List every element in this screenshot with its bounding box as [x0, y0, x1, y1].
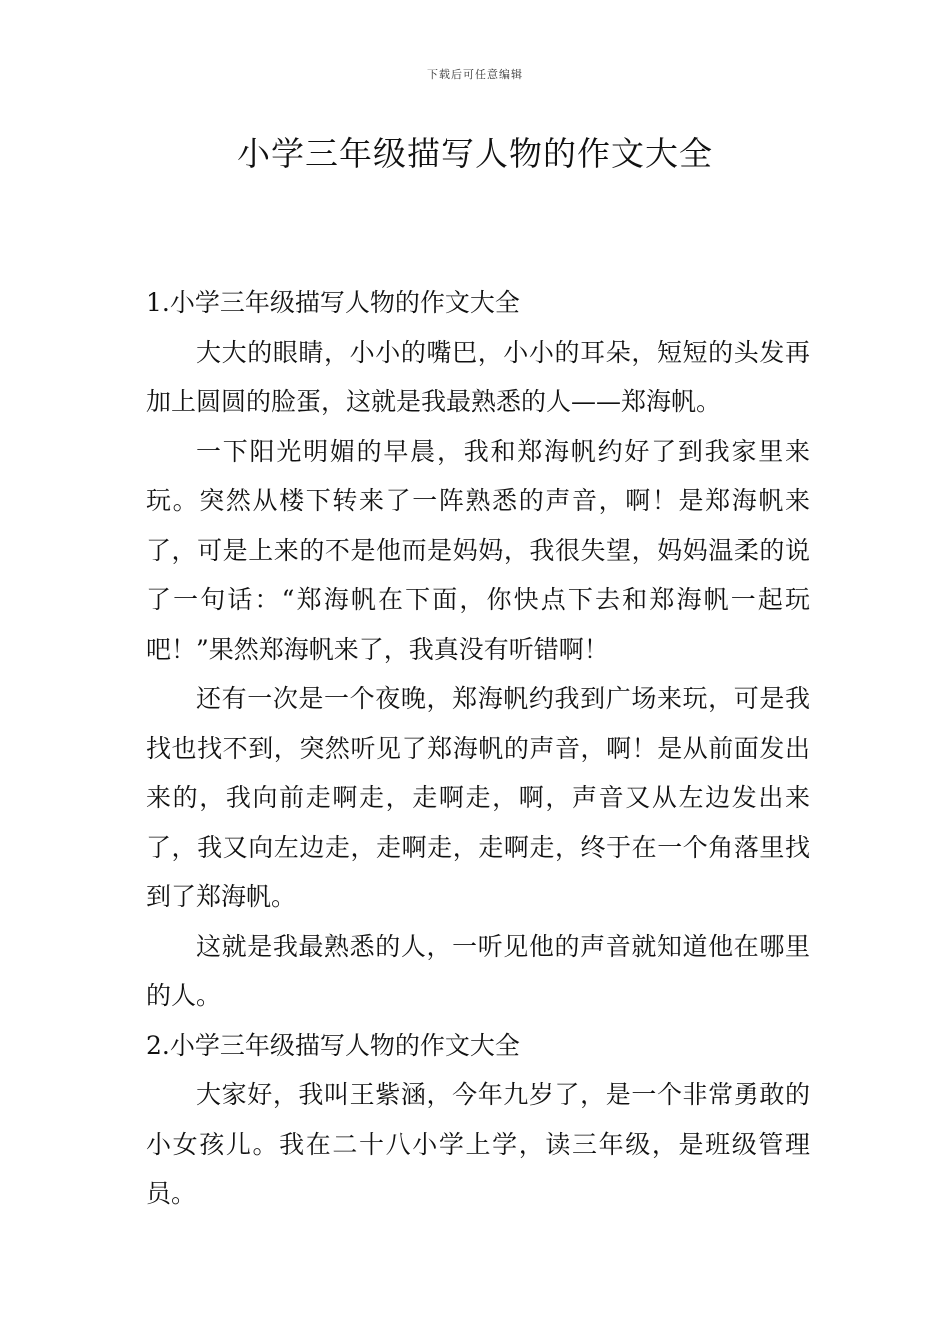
paragraph: 大家好，我叫王紫涵，今年九岁了，是一个非常勇敢的小女孩儿。我在二十八小学上学，读三年级，是班级管理员。: [146, 1080, 810, 1208]
document-body: [146, 278, 810, 1219]
paragraph: 大大的眼睛，小小的嘴巴，小小的耳朵，短短的头发再加上圆圆的脸蛋，这就是我最熟悉的人——郑海帆。: [146, 337, 810, 416]
header-note: 下载后可任意编辑: [427, 68, 523, 81]
section-heading: 2.小学三年级描写人物的作文大全: [146, 1030, 520, 1060]
section-2: [146, 1021, 810, 1219]
section-1: [146, 278, 810, 1021]
paragraph: 一下阳光明媚的早晨，我和郑海帆约好了到我家里来玩。突然从楼下转来了一阵熟悉的声音，啊！是郑海帆来了，可是上来的不是他而是妈妈，我很失望，妈妈温柔的说了一句话：“郑海帆在下面，你快点下去和郑海帆一起玩吧！”果然郑海帆来了，我真没有听错啊！: [146, 436, 810, 664]
document-title: 小学三年级描写人物的作文大全: [237, 134, 713, 173]
paragraph: 这就是我最熟悉的人，一听见他的声音就知道他在哪里的人。: [146, 931, 810, 1010]
section-heading: 1.小学三年级描写人物的作文大全: [146, 288, 520, 317]
paragraph: 还有一次是一个夜晚，郑海帆约我到广场来玩，可是我找也找不到，突然听见了郑海帆的声音，啊！是从前面发出来的，我向前走啊走，走啊走，啊，声音又从左边发出来了，我又向左边走，走啊走，走啊走，终于在一个角落里找到了郑海帆。: [146, 684, 810, 911]
